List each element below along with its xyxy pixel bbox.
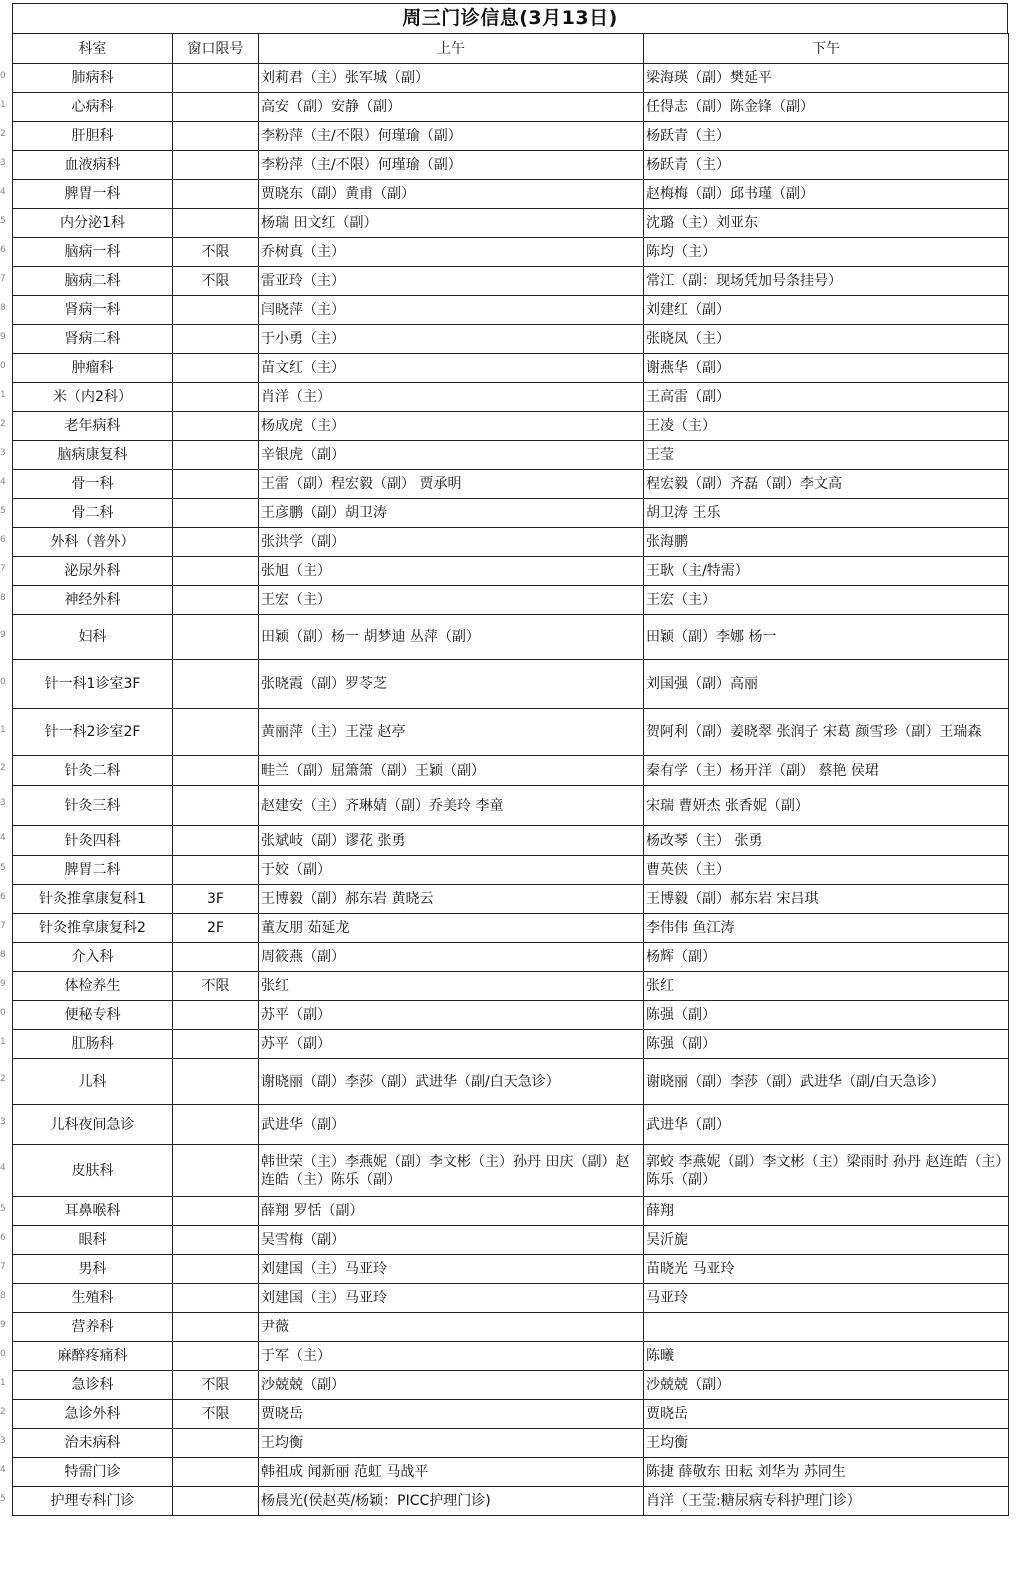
- afternoon-cell: 张海鹏: [644, 528, 1009, 557]
- page-title: 周三门诊信息(3月13日): [12, 3, 1008, 33]
- row-number: 9: [0, 1319, 6, 1330]
- morning-cell: 谢晓丽（副）李莎（副）武进华（副/白天急诊）: [259, 1059, 644, 1105]
- row-number: 0: [0, 1348, 6, 1359]
- afternoon-cell: 杨改琴（主） 张勇: [644, 826, 1009, 856]
- morning-cell: 雷亚玲（主）: [259, 267, 644, 296]
- morning-cell: 于小勇（主）: [259, 325, 644, 354]
- table-row: [13, 528, 1009, 557]
- morning-cell: 尹薇: [259, 1313, 644, 1342]
- row-number: 2: [0, 1074, 6, 1084]
- window-limit-cell: [173, 412, 259, 441]
- header-window-limit: 窗口限号: [173, 34, 259, 64]
- row-number: 1: [0, 1377, 6, 1388]
- afternoon-cell: 梁海瑛（副）樊延平: [644, 64, 1009, 93]
- afternoon-cell: 王高雷（副）: [644, 383, 1009, 412]
- table-row: [13, 470, 1009, 499]
- row-number: 0: [0, 70, 6, 81]
- afternoon-cell: 谢晓丽（副）李莎（副）武进华（副/白天急诊）: [644, 1059, 1009, 1105]
- afternoon-cell: 陈强（副）: [644, 1030, 1009, 1059]
- department-cell: 治未病科: [13, 1429, 173, 1458]
- row-number: 6: [0, 891, 6, 902]
- afternoon-cell: 刘建红（副）: [644, 296, 1009, 325]
- morning-cell: 韩祖成 闻新丽 范虹 马战平: [259, 1458, 644, 1487]
- department-cell: 肾病一科: [13, 296, 173, 325]
- morning-cell: 王均衡: [259, 1429, 644, 1458]
- row-number: 3: [0, 157, 6, 168]
- afternoon-cell: 武进华（副）: [644, 1105, 1009, 1145]
- row-number: 7: [0, 920, 6, 931]
- department-cell: 脑病二科: [13, 267, 173, 296]
- morning-cell: 杨成虎（主）: [259, 412, 644, 441]
- schedule-table: [12, 33, 1009, 1516]
- table-row: [13, 1255, 1009, 1284]
- table-row: [13, 325, 1009, 354]
- afternoon-cell: 任得志（副）陈金锋（副）: [644, 93, 1009, 122]
- afternoon-cell: 陈均（主）: [644, 238, 1009, 267]
- table-row: [13, 93, 1009, 122]
- department-cell: 耳鼻喉科: [13, 1197, 173, 1226]
- row-number: 1: [0, 724, 6, 735]
- table-row: [13, 383, 1009, 412]
- table-row: [13, 1030, 1009, 1059]
- row-number: 7: [0, 1261, 6, 1272]
- morning-cell: 沙兢兢（副）: [259, 1371, 644, 1400]
- row-number: 2: [0, 763, 6, 773]
- window-limit-cell: [173, 1342, 259, 1371]
- department-cell: 肾病二科: [13, 325, 173, 354]
- afternoon-cell: [644, 1313, 1009, 1342]
- window-limit-cell: [173, 93, 259, 122]
- morning-cell: 于姣（副）: [259, 856, 644, 885]
- afternoon-cell: 张晓凤（主）: [644, 325, 1009, 354]
- department-cell: 护理专科门诊: [13, 1487, 173, 1516]
- window-limit-cell: [173, 1059, 259, 1105]
- department-cell: 脑病康复科: [13, 441, 173, 470]
- window-limit-cell: [173, 1105, 259, 1145]
- row-number: 3: [0, 1117, 6, 1127]
- window-limit-cell: [173, 354, 259, 383]
- department-cell: 针灸推拿康复科2: [13, 914, 173, 943]
- afternoon-cell: 沙兢兢（副）: [644, 1371, 1009, 1400]
- morning-cell: 张晓霞（副）罗苓芝: [259, 660, 644, 709]
- header-row: [13, 34, 1009, 64]
- morning-cell: 苏平（副）: [259, 1001, 644, 1030]
- morning-cell: 王宏（主）: [259, 586, 644, 615]
- morning-cell: 辛银虎（副）: [259, 441, 644, 470]
- table-row: [13, 660, 1009, 709]
- department-cell: 皮肤科: [13, 1145, 173, 1197]
- window-limit-cell: [173, 1429, 259, 1458]
- window-limit-cell: [173, 64, 259, 93]
- morning-cell: 苏平（副）: [259, 1030, 644, 1059]
- afternoon-cell: 秦有学（主）杨开洋（副） 蔡艳 侯珺: [644, 756, 1009, 786]
- row-number: 9: [0, 331, 6, 342]
- window-limit-cell: [173, 1487, 259, 1516]
- department-cell: 眼科: [13, 1226, 173, 1255]
- morning-cell: 张红: [259, 972, 644, 1001]
- row-number: 4: [0, 1163, 6, 1173]
- table-row: [13, 1197, 1009, 1226]
- department-cell: 男科: [13, 1255, 173, 1284]
- department-cell: 生殖科: [13, 1284, 173, 1313]
- window-limit-cell: 不限: [173, 972, 259, 1001]
- table-row: [13, 943, 1009, 972]
- header-afternoon: 下午: [644, 34, 1009, 64]
- row-number: 8: [0, 1290, 6, 1301]
- afternoon-cell: 杨辉（副）: [644, 943, 1009, 972]
- table-row: [13, 1001, 1009, 1030]
- department-cell: 脾胃二科: [13, 856, 173, 885]
- table-row: [13, 586, 1009, 615]
- afternoon-cell: 常江（副：现场凭加号条挂号）: [644, 267, 1009, 296]
- row-number: 9: [0, 978, 6, 989]
- window-limit-cell: [173, 470, 259, 499]
- table-row: [13, 296, 1009, 325]
- morning-cell: 吴雪梅（副）: [259, 1226, 644, 1255]
- row-number-gutter: [0, 0, 12, 1583]
- table-row: [13, 756, 1009, 786]
- department-cell: 急诊外科: [13, 1400, 173, 1429]
- afternoon-cell: 陈强（副）: [644, 1001, 1009, 1030]
- table-row: [13, 209, 1009, 238]
- morning-cell: 韩世荣（主）李燕妮（副）李文彬（主）孙丹 田庆（副）赵连皓（主）陈乐（副）: [259, 1145, 644, 1197]
- row-number: 3: [0, 798, 6, 808]
- table-row: [13, 64, 1009, 93]
- department-cell: 肺病科: [13, 64, 173, 93]
- morning-cell: 杨晨光(侯赵英/杨颖：PICC护理门诊): [259, 1487, 644, 1516]
- window-limit-cell: [173, 1255, 259, 1284]
- window-limit-cell: 不限: [173, 1400, 259, 1429]
- window-limit-cell: [173, 856, 259, 885]
- afternoon-cell: 沈璐（主）刘亚东: [644, 209, 1009, 238]
- window-limit-cell: [173, 826, 259, 856]
- table-row: [13, 826, 1009, 856]
- row-number: 5: [0, 215, 6, 226]
- table-row: [13, 914, 1009, 943]
- department-cell: 脑病一科: [13, 238, 173, 267]
- row-number: 7: [0, 563, 6, 574]
- row-number: 0: [0, 676, 6, 687]
- table-row: [13, 1145, 1009, 1197]
- afternoon-cell: 赵梅梅（副）邱书瑾（副）: [644, 180, 1009, 209]
- afternoon-cell: 贾晓岳: [644, 1400, 1009, 1429]
- morning-cell: 王雷（副）程宏毅（副） 贾承明: [259, 470, 644, 499]
- department-cell: 肛肠科: [13, 1030, 173, 1059]
- morning-cell: 于军（主）: [259, 1342, 644, 1371]
- row-number: 4: [0, 186, 6, 197]
- window-limit-cell: [173, 383, 259, 412]
- row-number: 4: [0, 476, 6, 487]
- department-cell: 介入科: [13, 943, 173, 972]
- row-number: 3: [0, 447, 6, 458]
- afternoon-cell: 李伟伟 鱼江涛: [644, 914, 1009, 943]
- window-limit-cell: [173, 756, 259, 786]
- window-limit-cell: [173, 296, 259, 325]
- table-row: [13, 1371, 1009, 1400]
- row-number: 1: [0, 1036, 6, 1047]
- table-row: [13, 412, 1009, 441]
- table-row: [13, 557, 1009, 586]
- department-cell: 肿瘤科: [13, 354, 173, 383]
- afternoon-cell: 王博毅（副）郝东岩 宋吕琪: [644, 885, 1009, 914]
- morning-cell: 刘建国（主）马亚玲: [259, 1284, 644, 1313]
- afternoon-cell: 王凌（主）: [644, 412, 1009, 441]
- morning-cell: 武进华（副）: [259, 1105, 644, 1145]
- window-limit-cell: 不限: [173, 267, 259, 296]
- table-row: [13, 1487, 1009, 1516]
- table-row: [13, 615, 1009, 660]
- afternoon-cell: 张红: [644, 972, 1009, 1001]
- morning-cell: 刘莉君（主）张军城（副）: [259, 64, 644, 93]
- department-cell: 体检养生: [13, 972, 173, 1001]
- department-cell: 妇科: [13, 615, 173, 660]
- window-limit-cell: [173, 1030, 259, 1059]
- row-number: 5: [0, 505, 6, 516]
- row-number: 2: [0, 1406, 6, 1417]
- row-number: 9: [0, 629, 6, 640]
- morning-cell: 李粉萍（主/不限）何瑾瑜（副）: [259, 122, 644, 151]
- table-row: [13, 180, 1009, 209]
- morning-cell: 贾晓岳: [259, 1400, 644, 1429]
- row-number: 8: [0, 592, 6, 603]
- department-cell: 麻醉疼痛科: [13, 1342, 173, 1371]
- morning-cell: 贾晓东（副）黄甫（副）: [259, 180, 644, 209]
- window-limit-cell: [173, 943, 259, 972]
- afternoon-cell: 杨跃青（主）: [644, 151, 1009, 180]
- row-number: 0: [0, 1007, 6, 1018]
- window-limit-cell: [173, 1001, 259, 1030]
- department-cell: 血液病科: [13, 151, 173, 180]
- row-number: 6: [0, 534, 6, 545]
- window-limit-cell: [173, 1197, 259, 1226]
- row-number: 0: [0, 360, 6, 371]
- window-limit-cell: [173, 180, 259, 209]
- header-department: 科室: [13, 34, 173, 64]
- table-row: [13, 1429, 1009, 1458]
- window-limit-cell: [173, 1226, 259, 1255]
- morning-cell: 闫晓萍（主）: [259, 296, 644, 325]
- table-row: [13, 1313, 1009, 1342]
- table-row: [13, 1284, 1009, 1313]
- afternoon-cell: 刘国强（副）高丽: [644, 660, 1009, 709]
- row-number: 4: [0, 833, 6, 843]
- department-cell: 脾胃一科: [13, 180, 173, 209]
- department-cell: 针一科1诊室3F: [13, 660, 173, 709]
- row-number: 5: [0, 862, 6, 873]
- window-limit-cell: [173, 499, 259, 528]
- morning-cell: 肖洋（主）: [259, 383, 644, 412]
- window-limit-cell: [173, 709, 259, 756]
- department-cell: 神经外科: [13, 586, 173, 615]
- department-cell: 营养科: [13, 1313, 173, 1342]
- department-cell: 便秘专科: [13, 1001, 173, 1030]
- afternoon-cell: 程宏毅（副）齐磊（副）李文高: [644, 470, 1009, 499]
- department-cell: 针灸二科: [13, 756, 173, 786]
- department-cell: 儿科: [13, 1059, 173, 1105]
- department-cell: 骨二科: [13, 499, 173, 528]
- window-limit-cell: [173, 1458, 259, 1487]
- table-row: [13, 972, 1009, 1001]
- afternoon-cell: 田颖（副）李娜 杨一: [644, 615, 1009, 660]
- morning-cell: 乔树真（主）: [259, 238, 644, 267]
- window-limit-cell: 3F: [173, 885, 259, 914]
- row-number: 5: [0, 1493, 6, 1504]
- afternoon-cell: 谢燕华（副）: [644, 354, 1009, 383]
- window-limit-cell: [173, 325, 259, 354]
- row-number: 1: [0, 99, 6, 110]
- table-row: [13, 151, 1009, 180]
- window-limit-cell: [173, 441, 259, 470]
- window-limit-cell: [173, 557, 259, 586]
- window-limit-cell: [173, 1284, 259, 1313]
- row-number: 7: [0, 273, 6, 284]
- afternoon-cell: 陈捷 薛敬东 田耘 刘华为 苏同生: [644, 1458, 1009, 1487]
- department-cell: 骨一科: [13, 470, 173, 499]
- table-row: [13, 1226, 1009, 1255]
- schedule-sheet: [12, 3, 1008, 1516]
- row-number: 6: [0, 244, 6, 255]
- morning-cell: 杨瑞 田文红（副）: [259, 209, 644, 238]
- morning-cell: 田颖（副）杨一 胡梦迪 丛萍（副）: [259, 615, 644, 660]
- department-cell: 米（内2科）: [13, 383, 173, 412]
- row-number: 8: [0, 302, 6, 313]
- department-cell: 急诊科: [13, 1371, 173, 1400]
- window-limit-cell: [173, 660, 259, 709]
- row-number: 1: [0, 389, 6, 400]
- table-row: [13, 1342, 1009, 1371]
- morning-cell: 李粉萍（主/不限）何瑾瑜（副）: [259, 151, 644, 180]
- morning-cell: 高安（副）安静（副）: [259, 93, 644, 122]
- window-limit-cell: 不限: [173, 1371, 259, 1400]
- morning-cell: 苗文红（主）: [259, 354, 644, 383]
- afternoon-cell: 郭蛟 李燕妮（副）李文彬（主）梁雨时 孙丹 赵连皓（主）陈乐（副）: [644, 1145, 1009, 1197]
- department-cell: 特需门诊: [13, 1458, 173, 1487]
- afternoon-cell: 肖洋（王莹:糖尿病专科护理门诊）: [644, 1487, 1009, 1516]
- department-cell: 针一科2诊室2F: [13, 709, 173, 756]
- morning-cell: 刘建国（主）马亚玲: [259, 1255, 644, 1284]
- table-row: [13, 441, 1009, 470]
- afternoon-cell: 胡卫涛 王乐: [644, 499, 1009, 528]
- row-number: 3: [0, 1435, 6, 1446]
- department-cell: 内分泌1科: [13, 209, 173, 238]
- morning-cell: 张斌岐（副）谬花 张勇: [259, 826, 644, 856]
- morning-cell: 张旭（主）: [259, 557, 644, 586]
- table-row: [13, 267, 1009, 296]
- window-limit-cell: [173, 209, 259, 238]
- afternoon-cell: 马亚玲: [644, 1284, 1009, 1313]
- table-row: [13, 1059, 1009, 1105]
- window-limit-cell: [173, 528, 259, 557]
- afternoon-cell: 王宏（主）: [644, 586, 1009, 615]
- department-cell: 泌尿外科: [13, 557, 173, 586]
- window-limit-cell: [173, 1313, 259, 1342]
- morning-cell: 王彦鹏（副）胡卫涛: [259, 499, 644, 528]
- morning-cell: 周筱燕（副）: [259, 943, 644, 972]
- morning-cell: 董友朋 茹延龙: [259, 914, 644, 943]
- table-row: [13, 709, 1009, 756]
- table-row: [13, 1458, 1009, 1487]
- table-row: [13, 786, 1009, 826]
- window-limit-cell: [173, 615, 259, 660]
- table-row: [13, 354, 1009, 383]
- window-limit-cell: 不限: [173, 238, 259, 267]
- morning-cell: 张洪学（副）: [259, 528, 644, 557]
- afternoon-cell: 王莹: [644, 441, 1009, 470]
- table-row: [13, 238, 1009, 267]
- afternoon-cell: 王均衡: [644, 1429, 1009, 1458]
- department-cell: 针灸三科: [13, 786, 173, 826]
- row-number: 4: [0, 1464, 6, 1475]
- afternoon-cell: 王耿（主/特需）: [644, 557, 1009, 586]
- afternoon-cell: 杨跃青（主）: [644, 122, 1009, 151]
- table-row: [13, 1400, 1009, 1429]
- morning-cell: 王博毅（副）郝东岩 黄晓云: [259, 885, 644, 914]
- row-number: 2: [0, 128, 6, 139]
- row-number: 5: [0, 1203, 6, 1214]
- morning-cell: 薛翔 罗恬（副）: [259, 1197, 644, 1226]
- window-limit-cell: 2F: [173, 914, 259, 943]
- department-cell: 针灸四科: [13, 826, 173, 856]
- afternoon-cell: 吴沂旎: [644, 1226, 1009, 1255]
- department-cell: 心病科: [13, 93, 173, 122]
- department-cell: 儿科夜间急诊: [13, 1105, 173, 1145]
- afternoon-cell: 贺阿利（副）姜晓翠 张润子 宋葛 颜雪珍（副）王瑞森: [644, 709, 1009, 756]
- window-limit-cell: [173, 151, 259, 180]
- header-morning: 上午: [259, 34, 644, 64]
- department-cell: 针灸推拿康复科1: [13, 885, 173, 914]
- row-number: 6: [0, 1232, 6, 1243]
- table-row: [13, 499, 1009, 528]
- row-number: 2: [0, 418, 6, 429]
- window-limit-cell: [173, 586, 259, 615]
- afternoon-cell: 曹英侠（主）: [644, 856, 1009, 885]
- department-cell: 肝胆科: [13, 122, 173, 151]
- department-cell: 老年病科: [13, 412, 173, 441]
- afternoon-cell: 宋瑞 曹妍杰 张香妮（副）: [644, 786, 1009, 826]
- morning-cell: 畦兰（副）屈箫箫（副）王颖（副）: [259, 756, 644, 786]
- table-row: [13, 1105, 1009, 1145]
- table-row: [13, 885, 1009, 914]
- afternoon-cell: 陈曦: [644, 1342, 1009, 1371]
- table-row: [13, 122, 1009, 151]
- table-row: [13, 856, 1009, 885]
- morning-cell: 赵建安（主）齐琳婧（副）乔美玲 李童: [259, 786, 644, 826]
- window-limit-cell: [173, 786, 259, 826]
- window-limit-cell: [173, 122, 259, 151]
- window-limit-cell: [173, 1145, 259, 1197]
- afternoon-cell: 苗晓光 马亚玲: [644, 1255, 1009, 1284]
- department-cell: 外科（普外）: [13, 528, 173, 557]
- row-number: 8: [0, 949, 6, 960]
- afternoon-cell: 薛翔: [644, 1197, 1009, 1226]
- morning-cell: 黄丽萍（主）王滢 赵亭: [259, 709, 644, 756]
